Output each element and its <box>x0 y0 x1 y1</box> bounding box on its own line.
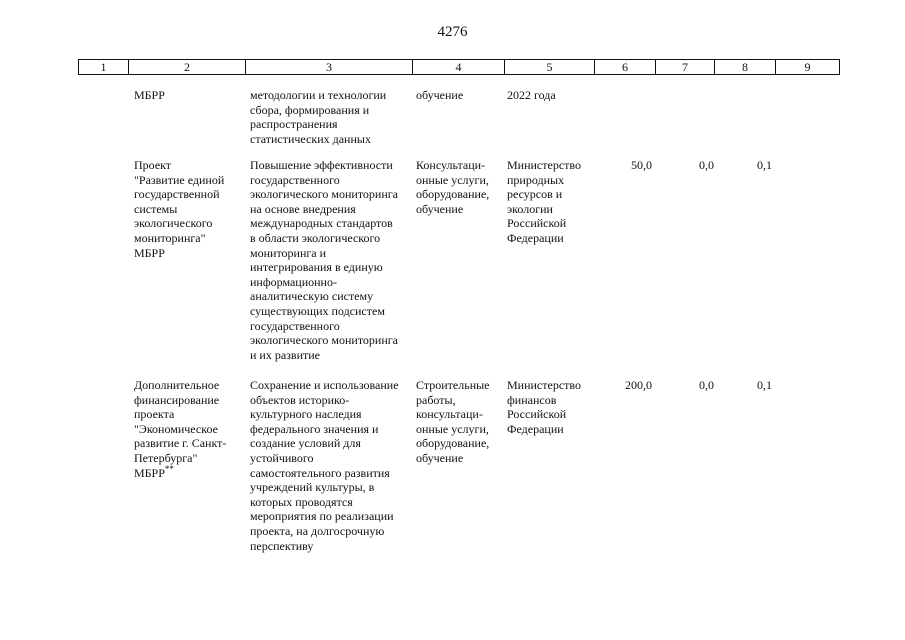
value-col7-cell: 0,0 <box>699 378 714 392</box>
column-header-3: 3 <box>246 60 413 74</box>
column-header-9: 9 <box>804 60 811 74</box>
column-header-4: 4 <box>413 60 505 74</box>
project-goal-cell: Повышение эффективности государственного экологического мониторинга на основе внедрения международных стандартов в области экологического мониторинга и интегрирования в единую информационно- аналитическую систему существующих подсистем государственного экологического мониторинга и их развитие <box>250 158 398 362</box>
executor-cell: Министерство финансов Российской Федерации <box>507 378 581 436</box>
project-name-cell: МБРР <box>134 88 165 102</box>
executor-cell: Министерство природных ресурсов и экологии Российской Федерации <box>507 158 581 245</box>
page-number: 4276 <box>437 24 468 40</box>
project-name-cell <box>134 378 246 480</box>
column-header-1: 1 <box>79 60 129 74</box>
services-cell: Консультаци- онные услуги, оборудование, обучение <box>416 158 490 216</box>
services-cell: Строительные работы, консультаци- онные услуги, оборудование, обучение <box>416 378 490 465</box>
column-header-2: 2 <box>129 60 246 74</box>
amount-cell: 50,0 <box>631 158 652 172</box>
amount-cell: 200,0 <box>625 378 652 392</box>
footnote-mark: ** <box>164 463 174 474</box>
table-header-row <box>78 59 840 75</box>
services-cell: обучение <box>416 88 464 102</box>
project-name-cell: Проект "Развитие единой государственной системы экологического мониторинга" МБРР <box>134 158 225 260</box>
project-goal-cell: Сохранение и использование объектов историко- культурного наследия федерального значения и создание условий для устойчивого самостоятельного развития учреждений культуры, в которых проводятся мероприятия по реализации проекта, на долгосрочную перспективу <box>250 378 399 553</box>
project-goal-cell: методологии и технологии сбора, формирования и распространения статистических данных <box>250 88 387 146</box>
value-col7-cell: 0,0 <box>699 158 714 172</box>
column-header-5: 5 <box>505 60 595 74</box>
column-header-7: 7 <box>656 60 715 74</box>
executor-cell: 2022 года <box>507 88 556 102</box>
value-col8-cell: 0,1 <box>757 158 772 172</box>
column-header-6: 6 <box>595 60 656 74</box>
project-name-text: Дополнительное финансирование проекта "Экономическое развитие г. Санкт- Петербурга" МБРР <box>134 378 227 480</box>
value-col8-cell: 0,1 <box>757 378 772 392</box>
column-header-8: 8 <box>715 60 776 74</box>
